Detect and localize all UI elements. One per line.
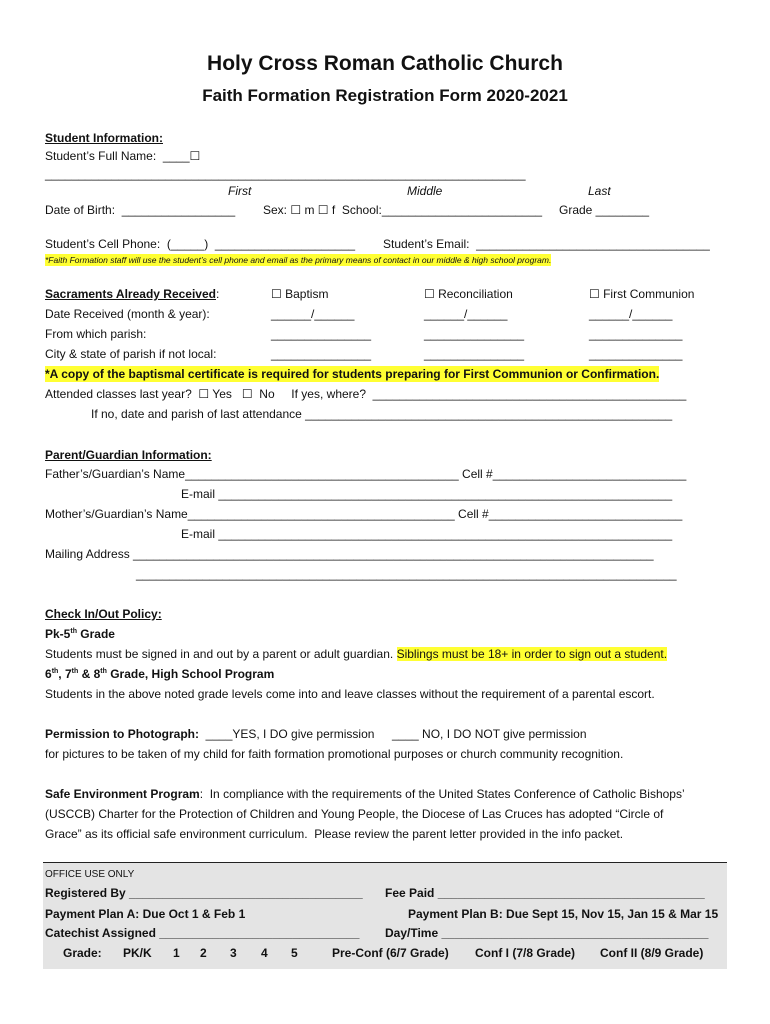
sacraments-heading-wrap [45,286,219,302]
city-state-label: City & state of parish if not local: [45,347,217,361]
office-heading: OFFICE USE ONLY [45,869,135,880]
safe-env-line2: (USCCB) Charter for the Protection of Children and Young People, the Diocese of Las Cruces has adopted “Circle of [45,807,664,821]
photo-no-field[interactable]: ____ NO, I DO NOT give permission [392,727,587,741]
father-email-field[interactable]: E-mail ____________________________________________________________________ [181,487,673,501]
baptism-city-field[interactable]: _______________ [271,347,372,361]
reconciliation-checkbox[interactable]: ☐ Reconciliation [424,287,513,301]
grade-option[interactable]: 5 [291,946,298,960]
photo-yes-field[interactable]: ____YES, I DO give permission [199,727,375,741]
father-name-field[interactable]: Father’s/Guardian’s Name_________________________________________ Cell #_____________________________ [45,467,687,481]
pk5-a: Pk-5 [45,627,71,641]
catechist-field[interactable]: Catechist Assigned ______________________________ [45,926,360,940]
baptism-date-field[interactable]: ______/______ [271,307,355,321]
safe-env-line3: Grace” as its official safe environment curriculum. Please review the parent letter provided in the info packet. [45,827,624,841]
name-label-middle: Middle [407,184,443,198]
student-email-field[interactable]: Student’s Email: ___________________________________ [383,237,710,251]
hs-6: 6 [45,667,52,681]
hs-sup2: th [71,668,79,675]
name-label-first: First [228,184,252,198]
contact-note: *Faith Formation staff will use the student’s cell phone and email as the primary means of contact in our middle & high school program. [45,255,552,265]
grade-option[interactable]: 4 [261,946,268,960]
grade-option[interactable]: PK/K [123,946,152,960]
grade-label: Grade: [63,946,102,960]
pk5-sup: th [70,628,77,635]
conf1-option[interactable]: Conf I (7/8 Grade) [475,946,576,960]
reconciliation-parish-field[interactable]: _______________ [424,327,525,341]
date-of-birth-field[interactable]: Date of Birth: _________________ [45,203,236,217]
safe-env-text1: : In compliance with the requirements of the United States Conference of Catholic Bishops’ [199,787,685,801]
photo-permission-row [45,726,374,742]
communion-parish-field[interactable]: ______________ [589,327,683,341]
certificate-note: *A copy of the baptismal certificate is required for students preparing for First Communion or Confirmation. [45,367,660,381]
safe-env-label: Safe Environment Program [45,787,200,801]
date-received-label: Date Received (month & year): [45,307,210,321]
hs-policy: Students in the above noted grade levels come into and leave classes without the requirement of a parental escort. [45,687,655,701]
day-time-field[interactable]: Day/Time ________________________________________ [385,926,709,940]
hs-8: & 8 [78,667,101,681]
form-title: Faith Formation Registration Form 2020-2021 [202,86,568,105]
sex-school-field[interactable]: Sex: ☐ m ☐ f School:________________________ [263,203,543,217]
student-info-heading: Student Information: [45,131,163,145]
baptism-parish-field[interactable]: _______________ [271,327,372,341]
checkinout-heading: Check In/Out Policy: [45,607,162,621]
hs-rest: Grade, High School Program [106,667,275,681]
sacraments-heading: Sacraments Already Received [45,287,216,301]
safe-env-line1 [45,786,685,802]
hs-heading [45,666,274,682]
student-name-underline[interactable]: ________________________________________________________________________ [45,167,526,181]
student-cell-field[interactable]: Student’s Cell Phone: (_____) _____________________ [45,237,356,251]
communion-city-field[interactable]: ______________ [589,347,683,361]
mailing-address-field[interactable]: Mailing Address ______________________________________________________________________________ [45,547,654,561]
hs-7: , 7 [58,667,72,681]
baptism-checkbox[interactable]: ☐ Baptism [271,287,329,301]
parent-info-heading: Parent/Guardian Information: [45,448,212,462]
hs-sup3: th [100,668,107,675]
first-communion-checkbox[interactable]: ☐ First Communion [589,287,695,301]
photo-permission-label: Permission to Photograph: [45,727,200,741]
grade-field[interactable]: Grade ________ [559,203,650,217]
parish-label: From which parish: [45,327,147,341]
grade-option[interactable]: 2 [200,946,207,960]
name-label-last: Last [588,184,611,198]
photo-permission-text: for pictures to be taken of my child for faith formation promotional purposes or church community recognition. [45,747,624,761]
conf2-option[interactable]: Conf II (8/9 Grade) [600,946,704,960]
reconciliation-date-field[interactable]: ______/______ [424,307,508,321]
sibling-rule-highlight: Siblings must be 18+ in order to sign out a student. [396,647,668,661]
payment-plan-a: Payment Plan A: Due Oct 1 & Feb 1 [45,907,246,921]
grade-option[interactable]: 3 [230,946,237,960]
payment-plan-b: Payment Plan B: Due Sept 15, Nov 15, Jan 15 & Mar 15 [408,907,719,921]
hs-sup1: th [51,668,59,675]
mailing-address-line2[interactable]: _________________________________________________________________________________ [136,567,677,581]
attended-classes-field[interactable]: Attended classes last year? ☐ Yes ☐ No If yes, where? _______________________________________________ [45,387,687,401]
reconciliation-city-field[interactable]: _______________ [424,347,525,361]
pk5-heading [45,626,115,642]
student-full-name-field[interactable]: Student’s Full Name: ____☐ [45,149,201,163]
registered-by-field[interactable]: Registered By ___________________________________ [45,886,363,900]
communion-date-field[interactable]: ______/______ [589,307,673,321]
last-attendance-field[interactable]: If no, date and parish of last attendance _______________________________________________________ [91,407,673,421]
office-use-box [43,862,727,969]
preconf-option[interactable]: Pre-Conf (6/7 Grade) [332,946,449,960]
church-name: Holy Cross Roman Catholic Church [207,52,563,75]
mother-name-field[interactable]: Mother’s/Guardian’s Name________________________________________ Cell #_____________________________ [45,507,683,521]
mother-email-field[interactable]: E-mail ____________________________________________________________________ [181,527,673,541]
fee-paid-field[interactable]: Fee Paid ________________________________________ [385,886,705,900]
pk5-policy [45,646,667,662]
pk5-text: Students must be signed in and out by a parent or adult guardian. [45,647,397,661]
sacraments-heading-colon: : [215,287,220,301]
grade-option[interactable]: 1 [173,946,180,960]
pk5-b: Grade [76,627,115,641]
